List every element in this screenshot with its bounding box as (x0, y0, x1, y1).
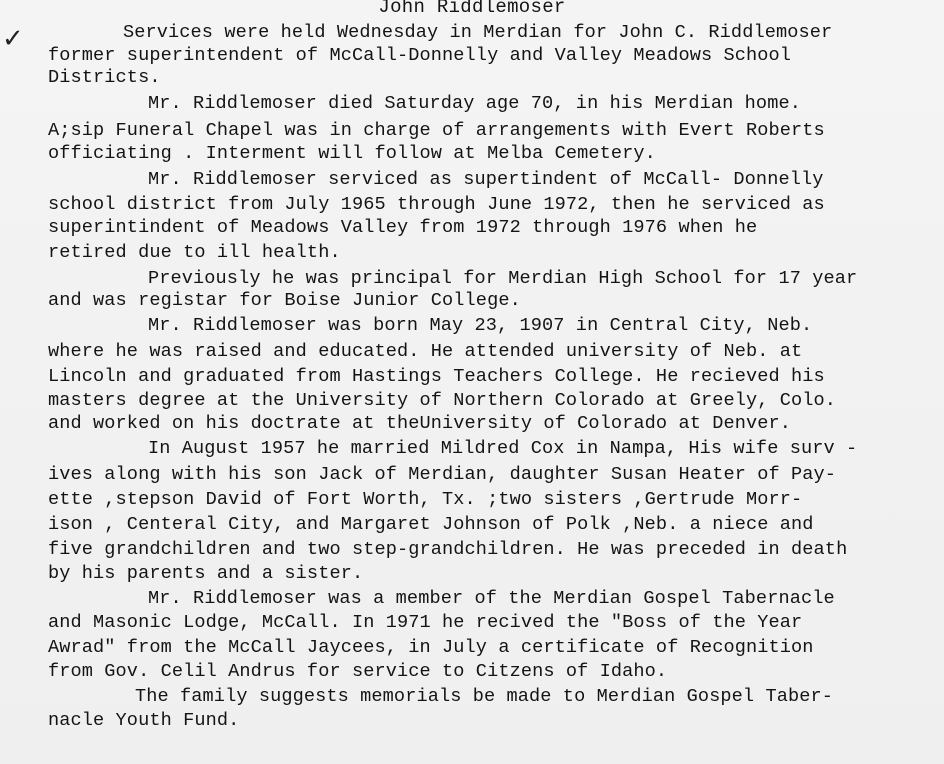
text-line: A;sip Funeral Chapel was in charge of arrangements with Evert Roberts (48, 120, 825, 141)
text-line: officiating . Interment will follow at Melba Cemetery. (48, 143, 656, 164)
text-line: Districts. (48, 67, 161, 88)
obituary-title: John Riddlemoser (378, 0, 566, 18)
text-line: five grandchildren and two step-grandchildren. He was preceded in death (48, 539, 848, 560)
text-line: Mr. Riddlemoser was a member of the Merdian Gospel Tabernacle (148, 588, 835, 609)
text-line: and worked on his doctrate at theUniversity of Colorado at Denver. (48, 413, 792, 434)
text-line: former superintendent of McCall-Donnelly and Valley Meadows School (48, 45, 792, 66)
text-line: masters degree at the University of Northern Colorado at Greely, Colo. (48, 390, 837, 411)
text-line: The family suggests memorials be made to Merdian Gospel Taber- (135, 686, 833, 707)
text-line: Lincoln and graduated from Hastings Teachers College. He recieved his (48, 366, 825, 387)
text-line: and Masonic Lodge, McCall. In 1971 he recived the "Boss of the Year (48, 612, 803, 633)
text-line: retired due to ill health. (48, 242, 341, 263)
text-line: Awrad" from the McCall Jaycees, in July a certificate of Recognition (48, 637, 814, 658)
text-line: Mr. Riddlemoser was born May 23, 1907 in Central City, Neb. (148, 315, 813, 336)
text-line: Mr. Riddlemoser died Saturday age 70, in his Merdian home. (148, 93, 801, 114)
text-line: from Gov. Celil Andrus for service to Citzens of Idaho. (48, 661, 668, 682)
text-line: by his parents and a sister. (48, 563, 364, 584)
text-line: Services were held Wednesday in Merdian for John C. Riddlemoser (123, 22, 833, 43)
text-line: In August 1957 he married Mildred Cox in Nampa, His wife surv - (148, 438, 858, 459)
text-line: nacle Youth Fund. (48, 710, 240, 731)
text-line: Mr. Riddlemoser serviced as supertindent of McCall- Donnelly (148, 169, 824, 190)
text-line: superintindent of Meadows Valley from 1972 through 1976 when he (48, 217, 758, 238)
text-line: ives along with his son Jack of Merdian, daughter Susan Heater of Pay- (48, 464, 837, 485)
text-line: Previously he was principal for Merdian High School for 17 year (148, 268, 858, 289)
text-line: and was registar for Boise Junior College. (48, 290, 521, 311)
page-edge (939, 270, 944, 292)
text-line: where he was raised and educated. He attended university of Neb. at (48, 341, 803, 362)
text-line: school district from July 1965 through June 1972, then he serviced as (48, 194, 825, 215)
text-line: ette ,stepson David of Fort Worth, Tx. ;two sisters ,Gertrude Morr- (48, 489, 803, 510)
checkmark-icon: ✓ (2, 24, 24, 54)
text-line: ison , Centeral City, and Margaret Johnson of Polk ,Neb. a niece and (48, 514, 814, 535)
